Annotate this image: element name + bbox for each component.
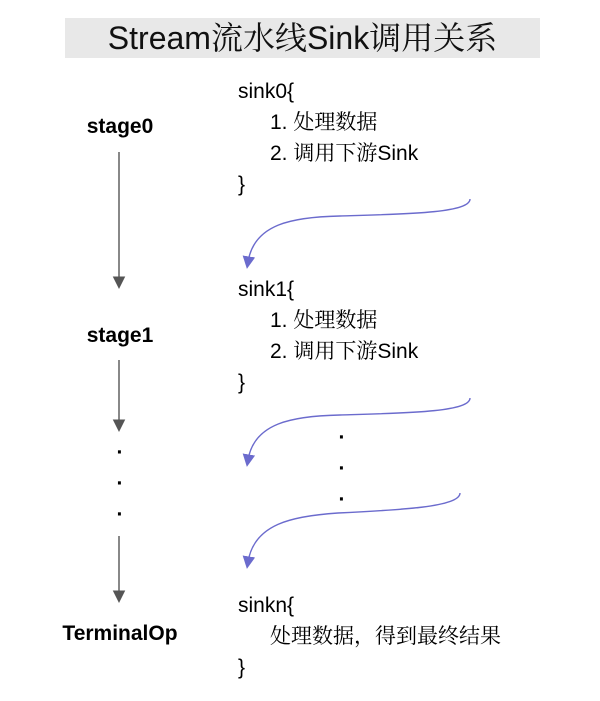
sink-block-sink0 <box>238 76 418 200</box>
page-title: Stream流水线Sink调用关系 <box>65 18 540 58</box>
stage-label-stage1: stage1 <box>86 324 154 347</box>
right-ellipsis <box>322 422 362 515</box>
right-ellipsis-dot: · <box>338 457 346 480</box>
sink1-close: } <box>238 371 246 394</box>
sink1-line-1: 1. 处理数据 <box>270 309 378 332</box>
left-ellipsis-dot: · <box>116 472 124 495</box>
sink1-open: sink1{ <box>238 278 295 301</box>
sinkn-line-1: 处理数据，得到最终结果 <box>270 625 501 648</box>
sink1-line-2: 2. 调用下游Sink <box>270 340 419 363</box>
stage-label-terminalop: TerminalOp <box>62 622 178 645</box>
call-arrow-sink0-to-sink1 <box>248 199 470 262</box>
sink0-close: } <box>238 173 246 196</box>
left-ellipsis-dot: · <box>116 441 124 464</box>
sink0-line-2: 2. 调用下游Sink <box>270 142 419 165</box>
sinkn-close: } <box>238 656 246 679</box>
sink0-line-1: 1. 处理数据 <box>270 111 378 134</box>
sink-block-sink1 <box>238 274 418 398</box>
sink-block-sinkn <box>238 590 501 683</box>
sink0-open: sink0{ <box>238 80 295 103</box>
left-ellipsis-dot: · <box>116 503 124 526</box>
sinkn-open: sinkn{ <box>238 594 295 617</box>
stage-label-stage0: stage0 <box>86 115 154 138</box>
right-ellipsis-dot: · <box>338 488 346 511</box>
left-ellipsis <box>100 437 140 530</box>
right-ellipsis-dot: · <box>338 426 346 449</box>
